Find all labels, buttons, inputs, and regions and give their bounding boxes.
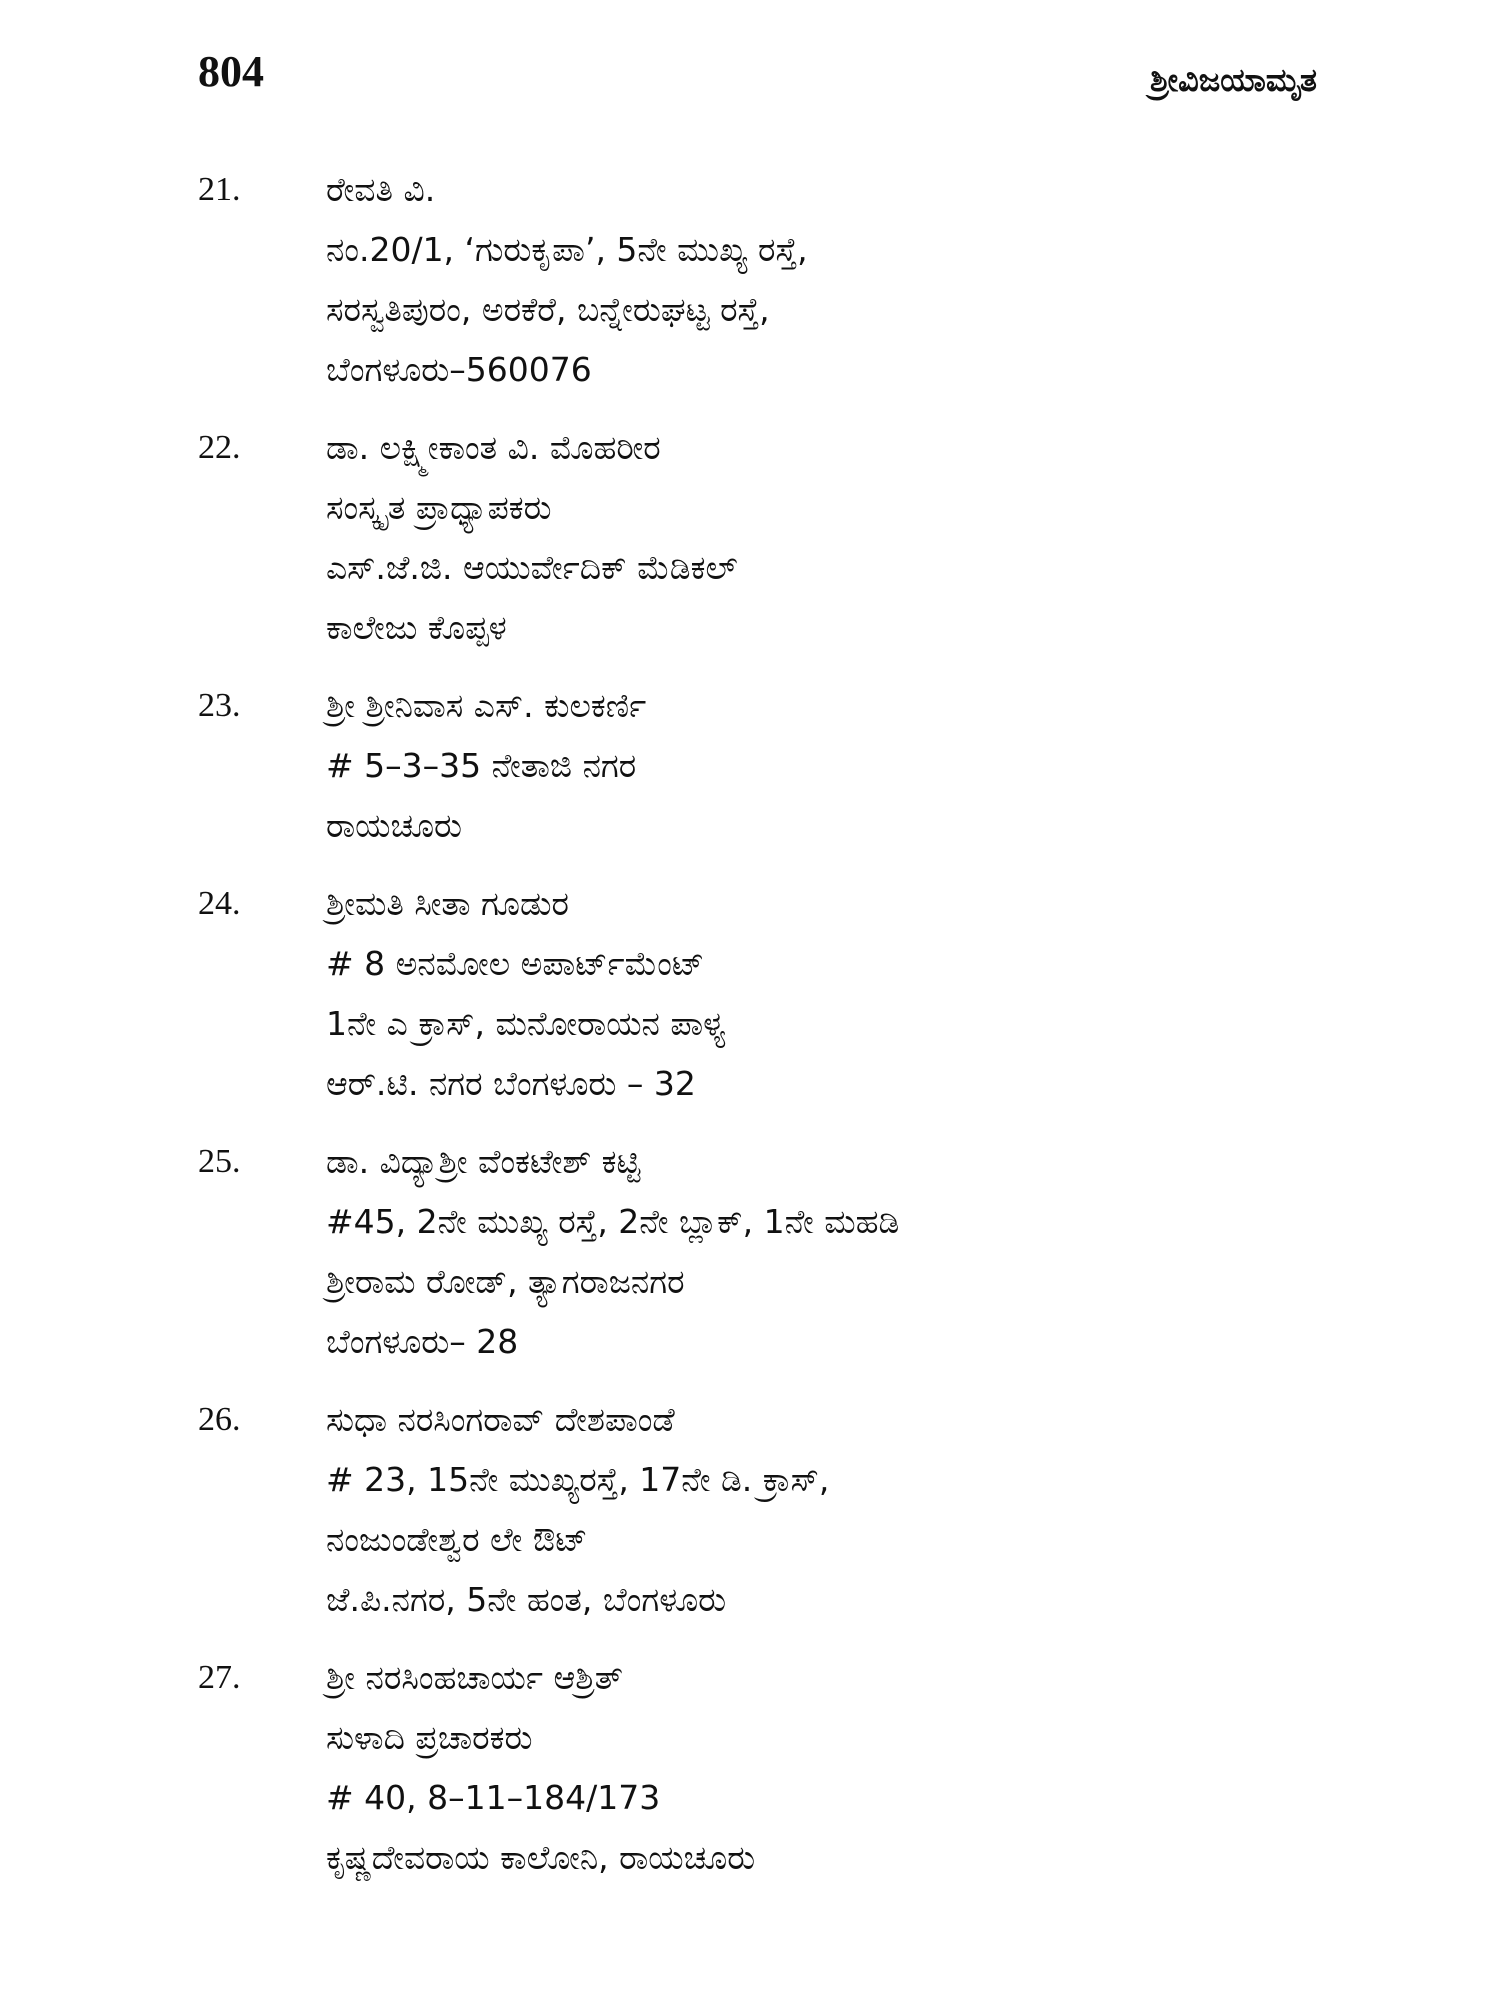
entry-name: ಸುಧಾ ನರಸಿಂಗರಾವ್ ದೇಶಪಾಂಡೆ <box>326 1400 675 1439</box>
entry-number: 26. <box>198 1401 241 1438</box>
address-entry <box>0 1132 1500 1372</box>
entry-name: ಡಾ. ವಿದ್ಯಾಶ್ರೀ ವೆಂಕಟೇಶ್ ಕಟ್ಟಿ <box>326 1142 641 1181</box>
address-line: #45, 2ನೇ ಮುಖ್ಯ ರಸ್ತೆ, 2ನೇ ಬ್ಲಾಕ್, 1ನೇ ಮಹಡಿ <box>326 1202 900 1241</box>
entry-address <box>326 676 1500 856</box>
address-line: # 40, 8–11–184/173 <box>326 1778 661 1817</box>
entry-name: ಶ್ರೀ ಶ್ರೀನಿವಾಸ ಎಸ್. ಕುಲಕರ್ಣಿ <box>326 686 647 725</box>
book-title: ಶ್ರೀವಿಜಯಾಮೃತ <box>1149 61 1317 99</box>
address-line: ಕೃಷ್ಣದೇವರಾಯ ಕಾಲೋನಿ, ರಾಯಚೂರು <box>326 1838 756 1877</box>
address-line: ನಂ.20/1, ‘ಗುರುಕೃಪಾ’, 5ನೇ ಮುಖ್ಯ ರಸ್ತೆ, <box>326 230 808 269</box>
address-entry <box>0 418 1500 658</box>
entry-name: ರೇವತಿ ವಿ. <box>326 170 436 209</box>
address-line: 1ನೇ ಎ ಕ್ರಾಸ್, ಮನೋರಾಯನ ಪಾಳ್ಯ <box>326 1004 726 1043</box>
entry-address <box>326 160 1500 400</box>
entry-address <box>326 1390 1500 1630</box>
entry-number: 24. <box>198 885 241 922</box>
address-line: ನಂಜುಂಡೇಶ್ವರ ಲೇ ಔಟ್ <box>326 1520 588 1559</box>
address-line: # 5–3–35 ನೇತಾಜಿ ನಗರ <box>326 746 637 785</box>
address-line: ಜೆ.ಪಿ.ನಗರ, 5ನೇ ಹಂತ, ಬೆಂಗಳೂರು <box>326 1580 727 1619</box>
entry-address <box>326 418 1500 658</box>
address-line: ಎಸ್.ಜೆ.ಜಿ. ಆಯುರ್ವೇದಿಕ್ ಮೆಡಿಕಲ್ <box>326 548 738 587</box>
entry-address <box>326 1648 1500 1888</box>
address-line: ಸಂಸ್ಕೃತ ಪ್ರಾಧ್ಯಾಪಕರು <box>326 488 552 527</box>
address-entry <box>0 1390 1500 1630</box>
address-entry <box>0 676 1500 856</box>
entry-name: ಶ್ರೀ ನರಸಿಂಹಚಾರ್ಯ ಆಶ್ರಿತ್ <box>326 1658 623 1697</box>
address-line: ಕಾಲೇಜು ಕೊಪ್ಪಳ <box>326 608 507 647</box>
entry-number: 21. <box>198 171 241 208</box>
page-number: 804 <box>198 47 264 96</box>
entry-number: 25. <box>198 1143 241 1180</box>
entry-number: 22. <box>198 429 241 466</box>
address-line: ಆರ್.ಟಿ. ನಗರ ಬೆಂಗಳೂರು – 32 <box>326 1064 696 1103</box>
address-line: ಸುಳಾದಿ ಪ್ರಚಾರಕರು <box>326 1718 533 1757</box>
address-line: ಬೆಂಗಳೂರು–560076 <box>326 350 592 389</box>
entry-address <box>326 874 1500 1114</box>
address-line: ಬೆಂಗಳೂರು– 28 <box>326 1322 519 1361</box>
page-header <box>0 0 1500 140</box>
entry-address <box>326 1132 1500 1372</box>
entry-name: ಡಾ. ಲಕ್ಷ್ಮೀಕಾಂತ ವಿ. ಮೊಹರೀರ <box>326 428 661 467</box>
address-line: # 8 ಅನಮೋಲ ಅಪಾರ್ಟ್‌ಮೆಂಟ್ <box>326 944 705 983</box>
address-line: ಶ್ರೀರಾಮ ರೋಡ್, ತ್ಯಾಗರಾಜನಗರ <box>326 1262 685 1301</box>
address-line: # 23, 15ನೇ ಮುಖ್ಯರಸ್ತೆ, 17ನೇ ಡಿ. ಕ್ರಾಸ್, <box>326 1460 830 1499</box>
address-entry <box>0 874 1500 1114</box>
address-list <box>0 160 1500 1906</box>
entry-name: ಶ್ರೀಮತಿ ಸೀತಾ ಗೂಡುರ <box>326 884 569 923</box>
address-entry <box>0 1648 1500 1888</box>
address-entry <box>0 160 1500 400</box>
entry-number: 27. <box>198 1659 241 1696</box>
address-line: ರಾಯಚೂರು <box>326 806 462 845</box>
address-line: ಸರಸ್ವತಿಪುರಂ, ಅರಕೆರೆ, ಬನ್ನೇರುಘಟ್ಟ ರಸ್ತೆ, <box>326 290 770 329</box>
entry-number: 23. <box>198 687 241 724</box>
